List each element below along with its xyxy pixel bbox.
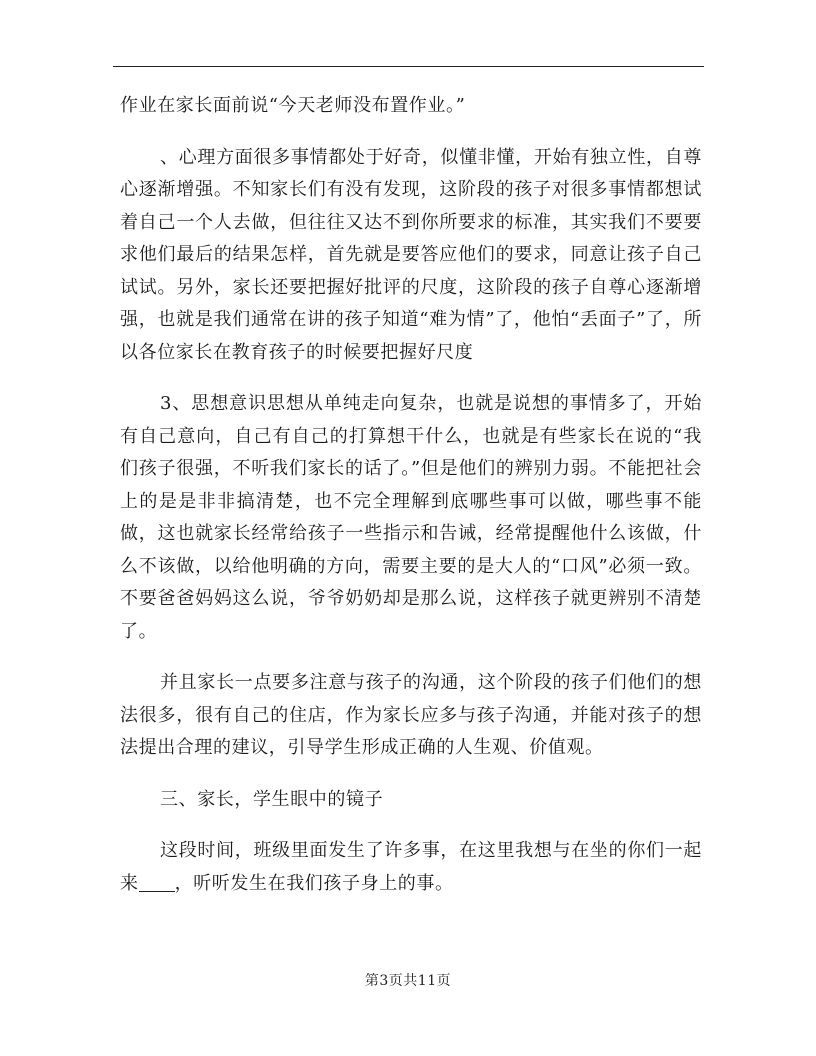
page-number-label: 第3页共11页 [364, 973, 452, 989]
page-footer [0, 972, 816, 990]
header-rule [113, 66, 704, 67]
paragraph-events [120, 835, 702, 900]
document-body [120, 90, 702, 919]
paragraph-continuation: 作业在家长面前说“今天老师没布置作业。” [120, 95, 466, 116]
paragraph-events-part2: ，听听发生在我们孩子身上的事。 [174, 872, 454, 894]
section-heading-mirror: 三、家长，学生眼中的镜子 [160, 788, 384, 810]
paragraph-events-part1: 这段时间，班级里面发生了许多事，在这里我想与在坐的你们一起来 [120, 840, 702, 894]
paragraph-psychology: 、心理方面很多事情都处于好奇，似懂非懂，开始有独立性，自尊心逐渐增强。不知家长们有没有发现，这阶段的孩子对很多事情都想试着自己一个人去做，但往往又达不到你所要求的标准，其实我们不要要求他们最后的结果怎样，首先就是要答应他们的要求，同意让孩子自己试试。另外，家长还要把握好批评的尺度，这阶段的孩子自尊心逐渐增强，也就是我们通常在讲的孩子知道“难为情”了，他怕“丢面子”了，所以各位家长在教育孩子的时候要把握好尺度 [120, 146, 702, 363]
fill-in-blank [139, 873, 175, 892]
paragraph-ideology: 3、思想意识思想从单纯走向复杂，也就是说想的事情多了，开始有自己意向，自己有自己的打算想干什么，也就是有些家长在说的“我们孩子很强，不听我们家长的话了。”但是他们的辨别力弱。不能把社会上的是是非非搞清楚，也不完全理解到底哪些事可以做，哪些事不能做，这也就家长经常给孩子一些指示和告诫，经常提醒他什么该做，什么不该做，以给他明确的方向，需要主要的是大人的“口风”必须一致。不要爸爸妈妈这么说，爷爷奶奶却是那么说，这样孩子就更辨别不清楚了。 [120, 393, 702, 642]
paragraph-communication: 并且家长一点要多注意与孩子的沟通，这个阶段的孩子们他们的想法很多，很有自己的住店，作为家长应多与孩子沟通，并能对孩子的想法提出合理的建议，引导学生形成正确的人生观、价值观。 [120, 672, 702, 758]
